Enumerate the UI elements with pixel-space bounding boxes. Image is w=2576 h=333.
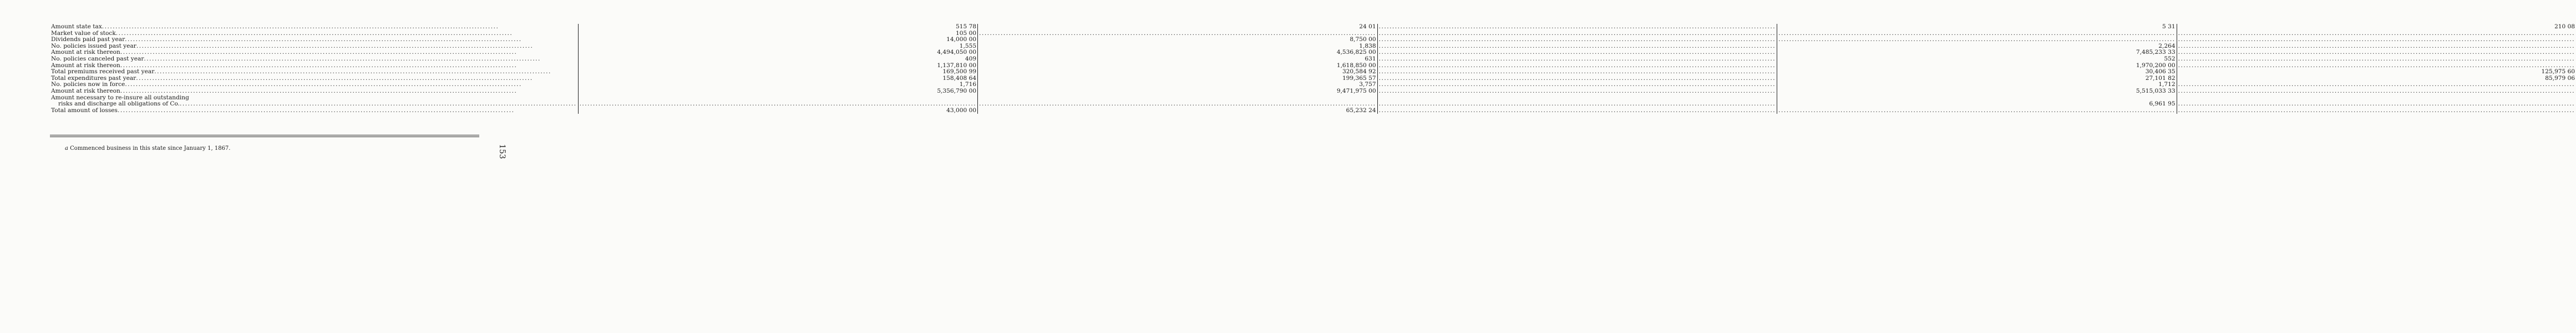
leader-dots bbox=[102, 24, 577, 31]
row-label: No. policies now in force bbox=[51, 81, 125, 88]
value-cell-c5 bbox=[2177, 95, 2576, 108]
value-cell-c2 bbox=[978, 108, 1378, 114]
cell-value: 1,716 bbox=[959, 81, 977, 88]
leader-dots bbox=[2178, 63, 2575, 69]
cell-value: 4,494,050 00 bbox=[937, 49, 977, 56]
leader-dots bbox=[1379, 108, 1776, 114]
cell-value: 5,356,790 00 bbox=[937, 87, 977, 94]
leader-dots bbox=[1379, 88, 1776, 95]
row-label: Total amount of losses bbox=[51, 107, 118, 114]
value-cell-c1 bbox=[578, 49, 978, 56]
leader-dots bbox=[120, 88, 577, 95]
value-cell-c4 bbox=[1777, 37, 2177, 43]
value-cell-c4 bbox=[1777, 88, 2177, 95]
footnote-marker: a bbox=[65, 145, 68, 152]
row-label: Amount at risk thereon bbox=[51, 49, 120, 56]
row-label: No. policies issued past year bbox=[51, 42, 136, 49]
row-label-dotfill bbox=[51, 24, 577, 31]
value-cell-c5 bbox=[2177, 63, 2576, 69]
leader-dots bbox=[979, 31, 1376, 37]
value-cell-c4 bbox=[1777, 24, 2177, 31]
value-cell-c3 bbox=[1377, 88, 1777, 95]
leader-dots bbox=[2178, 108, 2575, 114]
cell-value: 14,000 00 bbox=[946, 36, 977, 43]
row-label-cell bbox=[50, 24, 578, 31]
leader-dots bbox=[1379, 56, 1776, 63]
cell-value: 24 01 bbox=[1359, 23, 1376, 30]
value-cell-c2 bbox=[978, 56, 1378, 63]
value-cell-c4 bbox=[1777, 49, 2177, 56]
value-cell-c3 bbox=[1377, 95, 1777, 108]
row-label: Total premiums received past year bbox=[51, 68, 155, 75]
cell-value: 409 bbox=[965, 55, 977, 62]
row-label: Total expenditures past year bbox=[51, 74, 136, 82]
leader-dots bbox=[1379, 69, 1776, 75]
value-cell-c4 bbox=[1777, 75, 2177, 82]
cell-value: 158,408 64 bbox=[942, 74, 977, 82]
value-cell-c5 bbox=[2177, 69, 2576, 75]
leader-dots bbox=[2178, 88, 2575, 95]
value-cell-c2 bbox=[978, 69, 1378, 75]
cell-value: 85,979 06 bbox=[2545, 74, 2575, 82]
cell-value: 125,975 60 bbox=[2541, 68, 2575, 75]
value-cell-c4 bbox=[1777, 82, 2177, 88]
cell-value: 1,838 bbox=[1359, 42, 1376, 49]
cell-value: 1,712 bbox=[2158, 81, 2176, 88]
value-cell-c1 bbox=[578, 63, 978, 69]
row-label: Amount at risk thereon bbox=[51, 62, 120, 69]
leader-dots bbox=[2178, 56, 2575, 63]
value-cell-c1 bbox=[578, 82, 978, 88]
value-cell-c5 bbox=[2177, 56, 2576, 63]
value-cell-c2 bbox=[978, 43, 1378, 50]
cell-value: 6,961 95 bbox=[2149, 100, 2176, 108]
row-label-cell bbox=[50, 108, 578, 114]
cell-value: 30,406 35 bbox=[2145, 68, 2176, 75]
value-cell-c1 bbox=[578, 95, 978, 108]
leader-dots bbox=[1379, 101, 1776, 108]
table-row bbox=[50, 108, 2576, 114]
value-cell-c2 bbox=[978, 75, 1378, 82]
leader-dots bbox=[180, 101, 577, 108]
cell-value: 210 08 bbox=[2554, 23, 2575, 30]
value-cell-c2 bbox=[978, 88, 1378, 95]
cell-value: 7,485,233 33 bbox=[2136, 49, 2176, 56]
value-cell-c1 bbox=[578, 56, 978, 63]
value-cell-c1 bbox=[578, 75, 978, 82]
leader-dots bbox=[118, 108, 577, 114]
value-cell-c3 bbox=[1377, 56, 1777, 63]
value-cell-c4 bbox=[1777, 43, 2177, 50]
cell-value: 9,471,975 00 bbox=[1336, 87, 1376, 94]
table-row bbox=[50, 95, 2576, 108]
cell-value: 8,750 00 bbox=[1350, 36, 1376, 43]
value-cell-c4 bbox=[1777, 108, 2177, 114]
value-cell-c2 bbox=[978, 82, 1378, 88]
row-label-dotfill bbox=[51, 69, 577, 75]
value-cell-c2 bbox=[978, 24, 1378, 31]
value-cell-c1 bbox=[578, 88, 978, 95]
cell-value: 5 31 bbox=[2162, 23, 2176, 30]
row-label-dotfill bbox=[51, 88, 577, 95]
leader-dots bbox=[580, 101, 977, 108]
value-cell-c4 bbox=[1777, 95, 2177, 108]
table-row bbox=[50, 69, 2576, 75]
value-cell-c1 bbox=[578, 69, 978, 75]
cell-value: 1,555 bbox=[959, 42, 977, 49]
page-number: 153 bbox=[498, 144, 506, 159]
table-row bbox=[50, 88, 2576, 95]
row-label: Amount at risk thereon bbox=[51, 87, 120, 94]
row-label: Amount state tax bbox=[51, 23, 102, 30]
cell-value: 3,757 bbox=[1359, 81, 1376, 88]
leader-dots bbox=[1379, 24, 1776, 31]
footnote-text: Commenced business in this state since January 1, 1867. bbox=[70, 145, 231, 152]
value-cell-c5 bbox=[2177, 108, 2576, 114]
cell-value: 1,137,810 00 bbox=[937, 62, 977, 69]
leader-dots bbox=[1778, 37, 2176, 43]
value-cell-c2 bbox=[978, 49, 1378, 56]
cell-value: 65,232 24 bbox=[1346, 107, 1376, 114]
value-cell-c2 bbox=[978, 31, 1378, 37]
row-label-cell bbox=[50, 88, 578, 95]
table-body bbox=[50, 24, 2576, 114]
value-cell-c2 bbox=[978, 63, 1378, 69]
table-row bbox=[50, 56, 2576, 63]
row-label-dotfill bbox=[51, 101, 577, 108]
cell-value: 43,000 00 bbox=[946, 107, 977, 114]
leader-dots bbox=[1778, 108, 2176, 114]
value-cell-c1 bbox=[578, 31, 978, 37]
cell-value: 5,515,033 33 bbox=[2136, 87, 2176, 94]
row-label-line: Amount necessary to re-insure all outstanding bbox=[51, 94, 189, 101]
value-cell-c1 bbox=[578, 37, 978, 43]
value-cell-c1 bbox=[578, 24, 978, 31]
cell-value: 515 78 bbox=[956, 23, 977, 30]
leader-dots bbox=[979, 101, 1376, 108]
table-row bbox=[50, 24, 2576, 31]
value-cell-c2 bbox=[978, 37, 1378, 43]
value-cell-c4 bbox=[1777, 56, 2177, 63]
row-label-continuation: risks and discharge all obligations of Co. bbox=[58, 100, 180, 108]
cell-value: 2,264 bbox=[2158, 42, 2176, 49]
row-label: Dividends paid past year bbox=[51, 36, 125, 43]
leader-dots bbox=[144, 56, 576, 63]
cell-value: 320,584 92 bbox=[1342, 68, 1376, 75]
insurance-statistics-table bbox=[50, 24, 2576, 114]
row-label-dotfill bbox=[51, 108, 577, 114]
row-label-cell bbox=[50, 95, 578, 108]
cell-value: 27,101 82 bbox=[2145, 74, 2176, 82]
value-cell-c3 bbox=[1377, 24, 1777, 31]
row-label: Market value of stock bbox=[51, 29, 116, 37]
cell-value: 169,500 99 bbox=[942, 68, 977, 75]
row-label: No. policies canceled past year bbox=[51, 55, 144, 62]
value-cell-c1 bbox=[578, 108, 978, 114]
row-label-dotfill bbox=[51, 56, 577, 63]
value-cell-c1 bbox=[578, 43, 978, 50]
cell-value: 105 00 bbox=[956, 29, 977, 37]
cell-value: 199,365 57 bbox=[1342, 74, 1376, 82]
cell-value: 4,536,825 00 bbox=[1336, 49, 1376, 56]
leader-dots bbox=[2178, 101, 2575, 108]
value-cell-c3 bbox=[1377, 108, 1777, 114]
cell-value: 1,970,200 00 bbox=[2136, 62, 2176, 69]
row-label-cell bbox=[50, 69, 578, 75]
cell-value: 631 bbox=[1365, 55, 1376, 62]
value-cell-c5 bbox=[2177, 24, 2576, 31]
value-cell-c4 bbox=[1777, 69, 2177, 75]
cell-value: 552 bbox=[2164, 55, 2176, 62]
footnote bbox=[65, 145, 230, 152]
value-cell-c3 bbox=[1377, 69, 1777, 75]
value-cell-c5 bbox=[2177, 88, 2576, 95]
cell-value: 1,618,850 00 bbox=[1336, 62, 1376, 69]
value-cell-c4 bbox=[1777, 63, 2177, 69]
leader-dots bbox=[154, 69, 576, 75]
row-label-cell bbox=[50, 56, 578, 63]
value-cell-c2 bbox=[978, 95, 1378, 108]
